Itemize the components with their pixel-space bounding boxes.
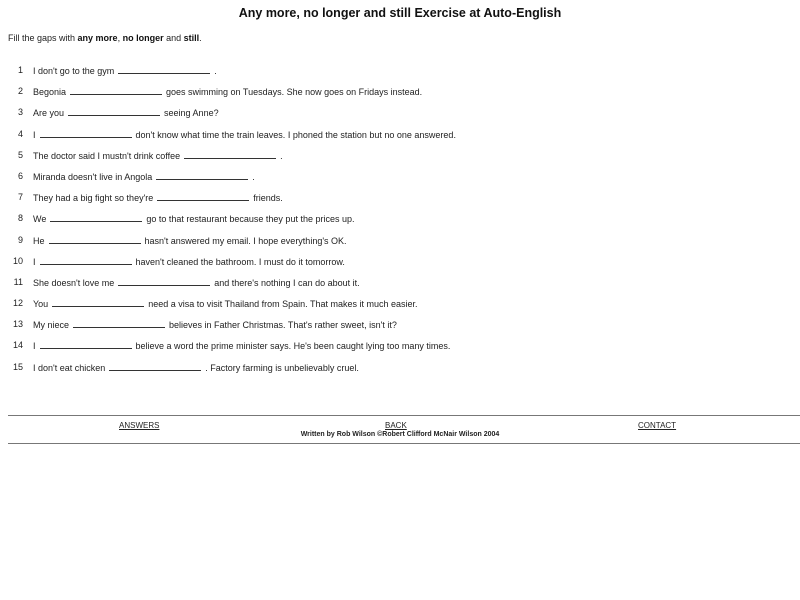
contact-link[interactable]: CONTACT — [638, 421, 677, 430]
sentence — [33, 191, 283, 204]
sentence-start: I — [33, 341, 36, 352]
sentence — [33, 170, 255, 183]
back-link[interactable]: BACK — [385, 421, 407, 430]
sentence-start: I don't go to the gym — [33, 66, 115, 76]
sentence — [33, 339, 450, 352]
instructions-term-still: still — [183, 33, 200, 43]
footer-divider-bottom — [8, 443, 800, 444]
answer-gap — [156, 170, 248, 180]
sentence-end: believes in Father Christmas. That's rather sweet, isn't it? — [169, 320, 397, 331]
sentence-end: hasn't answered my email. I hope everything's OK. — [144, 235, 347, 246]
sentence — [33, 255, 345, 268]
sentence-end: haven't cleaned the bathroom. I must do it tomorrow. — [135, 256, 345, 267]
answer-gap — [118, 64, 210, 74]
instructions — [8, 33, 202, 43]
sentence-end: go to that restaurant because they put the prices up. — [146, 214, 355, 225]
exercise-item — [0, 276, 800, 297]
sentence-end: and there's nothing I can do about it. — [214, 277, 360, 288]
sentence — [33, 85, 422, 98]
answer-gap — [109, 361, 201, 371]
exercise-item — [0, 339, 800, 360]
answer-gap — [184, 149, 276, 159]
sentence-start: I — [33, 256, 36, 267]
item-number: 12 — [12, 298, 23, 309]
sentence — [33, 212, 354, 225]
exercise-item — [0, 318, 800, 339]
sentence-start: I — [33, 129, 36, 140]
item-number: 14 — [12, 340, 23, 351]
sentence-end: . — [280, 150, 283, 161]
answer-gap — [70, 85, 162, 95]
sentence-end: seeing Anne? — [164, 108, 219, 119]
sentence-start: Begonia — [33, 87, 67, 98]
sentence-end: goes swimming on Tuesdays. She now goes on Fridays instead. — [166, 87, 423, 98]
sentence — [33, 361, 359, 374]
item-number: 9 — [17, 234, 23, 245]
instructions-term-any-more: any more — [77, 33, 118, 43]
item-number: 1 — [17, 65, 23, 75]
item-number: 3 — [17, 107, 23, 118]
item-number: 10 — [12, 255, 23, 266]
sentence-start: Miranda doesn't live in Angola — [33, 171, 153, 182]
instructions-term-no-longer: no longer — [122, 33, 164, 43]
answer-gap — [118, 276, 210, 286]
answer-gap — [73, 318, 165, 328]
sentence-start: We — [33, 214, 47, 225]
sentence-start: She doesn't love me — [33, 277, 115, 288]
sentence-start: I don't eat chicken — [33, 362, 106, 373]
sentence-end: . — [252, 171, 255, 182]
sentence — [33, 106, 219, 119]
sentence-end: believe a word the prime minister says. He's been caught lying too many times. — [135, 341, 451, 352]
page-title: Any more, no longer and still Exercise at Auto-English — [238, 6, 562, 20]
answer-gap — [68, 106, 160, 116]
exercise-item — [0, 170, 800, 191]
answer-gap — [50, 212, 142, 222]
exercise-item — [0, 85, 800, 106]
sentence-end: friends. — [253, 193, 283, 204]
answer-gap — [40, 339, 132, 349]
exercise-item — [0, 361, 800, 382]
sentence-end: . — [214, 66, 217, 76]
exercise-item — [0, 128, 800, 149]
answer-gap — [49, 234, 141, 244]
exercise-item — [0, 106, 800, 127]
item-number: 2 — [17, 86, 23, 97]
instructions-lead: Fill the gaps with — [8, 33, 78, 43]
sentence — [33, 297, 418, 310]
instructions-sep: and — [163, 33, 184, 43]
sentence-end: need a visa to visit Thailand from Spain. That makes it much easier. — [148, 299, 418, 310]
copyright-credit: Written by Rob Wilson ©Robert Clifford McNair Wilson 2004 — [300, 431, 500, 438]
exercise-list — [0, 64, 800, 382]
item-number: 6 — [17, 170, 23, 181]
sentence — [33, 64, 217, 77]
item-number: 7 — [17, 192, 23, 203]
sentence-start: My niece — [33, 320, 70, 331]
item-number: 4 — [17, 128, 23, 139]
exercise-item — [0, 234, 800, 255]
item-number: 8 — [17, 213, 23, 224]
sentence — [33, 318, 397, 331]
instructions-end: . — [199, 33, 202, 43]
sentence-start: He — [33, 235, 45, 246]
answer-gap — [40, 255, 132, 265]
sentence-start: The doctor said I mustn't drink coffee — [33, 150, 181, 161]
exercise-item — [0, 297, 800, 318]
sentence — [33, 149, 283, 162]
exercise-item — [0, 64, 800, 85]
sentence — [33, 234, 347, 247]
item-number: 15 — [12, 361, 23, 372]
sentence-end: don't know what time the train leaves. I phoned the station but no one answered. — [135, 129, 456, 140]
exercise-item — [0, 149, 800, 170]
item-number: 13 — [12, 319, 23, 330]
sentence-start: You — [33, 299, 49, 310]
exercise-item — [0, 191, 800, 212]
footer-divider-top — [8, 415, 800, 416]
answer-gap — [52, 297, 144, 307]
answer-gap — [40, 128, 132, 138]
sentence-end: . Factory farming is unbelievably cruel. — [205, 362, 359, 373]
sentence — [33, 276, 360, 289]
item-number: 11 — [13, 276, 23, 287]
sentence-start: Are you — [33, 108, 65, 119]
answer-gap — [157, 191, 249, 201]
exercise-item — [0, 212, 800, 233]
answers-link[interactable]: ANSWERS — [119, 421, 160, 430]
item-number: 5 — [17, 149, 23, 160]
instructions-sep: , — [117, 33, 123, 43]
sentence — [33, 128, 456, 141]
exercise-item — [0, 255, 800, 276]
sentence-start: They had a big fight so they're — [33, 193, 154, 204]
